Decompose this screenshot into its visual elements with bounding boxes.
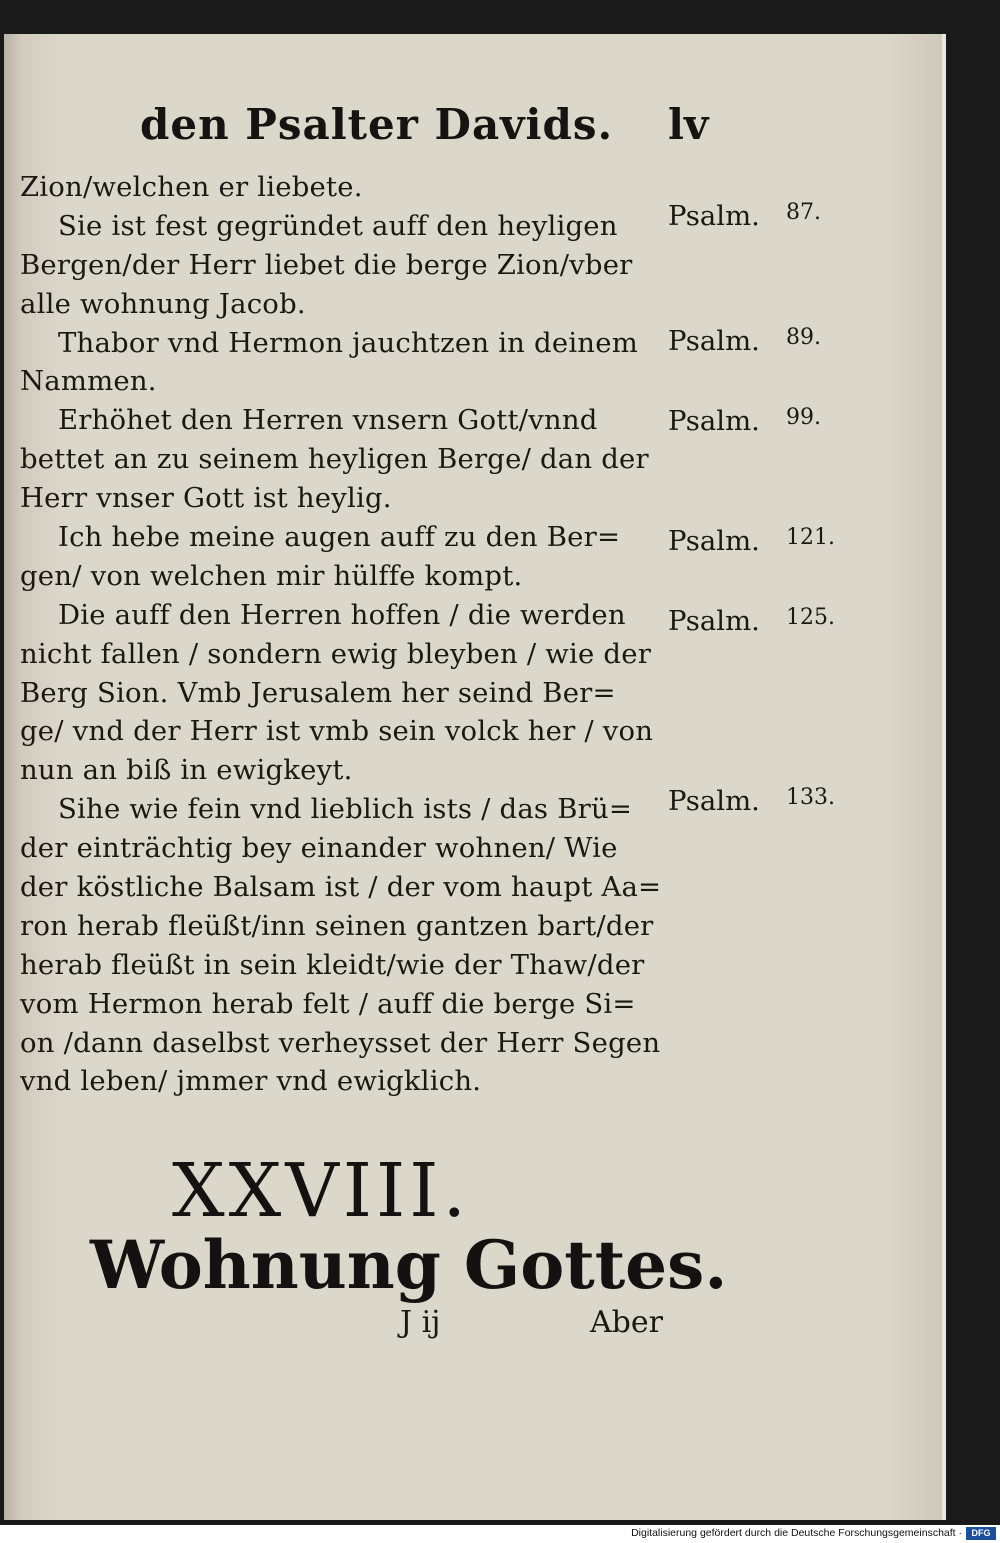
chapter-numeral: XXVIII. (172, 1148, 471, 1234)
text-line: der einträchtig bey einander wohnen/ Wie (20, 832, 618, 865)
text-line: nun an biß in ewigkeyt. (20, 754, 353, 787)
text-line: Thabor vnd Hermon jauchtzen in deinem (58, 326, 638, 359)
text-line: Berg Sion. Vmb Jerusalem her seind Ber= (20, 676, 616, 709)
signature-mark: J ij (400, 1305, 441, 1340)
text-line: Nammen. (20, 365, 157, 398)
running-head: den Psalter Davids. (140, 100, 614, 149)
catchword: Aber (590, 1305, 663, 1340)
text-line: Zion/welchen er liebete. (20, 171, 363, 203)
margin-reference-label: Psalm. (668, 785, 760, 817)
margin-reference (668, 525, 835, 557)
text-line: Bergen/der Herr liebet die berge Zion/vber (20, 248, 633, 281)
text-line: Sihe wie fein vnd lieblich ists / das Brü= (58, 793, 633, 826)
text-line: Erhöhet den Herren vnsern Gott/vnnd (58, 404, 598, 437)
margin-reference (668, 200, 821, 232)
margin-reference-number: 99. (786, 405, 821, 430)
text-line: alle wohnung Jacob. (20, 287, 306, 320)
text-line: vnd leben/ jmmer vnd ewigklich. (20, 1065, 482, 1098)
text-line: der köstliche Balsam ist / der vom haupt Aa= (20, 871, 662, 904)
margin-reference-number: 89. (786, 325, 821, 350)
margin-reference-label: Psalm. (668, 325, 760, 357)
margin-reference-number: 87. (786, 200, 821, 225)
margin-reference-label: Psalm. (668, 200, 760, 232)
page-header (140, 100, 780, 150)
text-line: ge/ vnd der Herr ist vmb sein volck her / von (20, 715, 654, 748)
body-text (20, 168, 660, 1101)
text-line: Herr vnser Gott ist heylig. (20, 482, 392, 515)
margin-reference-label: Psalm. (668, 525, 760, 557)
text-line: Die auff den Herren hoffen / die werden (58, 598, 626, 631)
margin-reference (668, 605, 835, 637)
margin-reference-number: 125. (786, 605, 835, 630)
margin-reference-number: 133. (786, 785, 835, 810)
text-line: vom Hermon herab felt / auff die berge Si= (20, 987, 636, 1020)
folio-number: lv (668, 100, 709, 149)
text-line: gen/ von welchen mir hülffe kompt. (20, 559, 523, 592)
margin-reference (668, 785, 835, 817)
margin-reference (668, 325, 821, 357)
text-line: ron herab fleüßt/inn seinen gantzen bart/der (20, 909, 654, 942)
text-line: herab fleüßt in sein kleidt/wie der Thaw/der (20, 948, 645, 981)
chapter-title: Wohnung Gottes. (90, 1226, 728, 1304)
text-line: on /dann daselbst verheysset der Herr Segen (20, 1026, 661, 1059)
text-line: bettet an zu seinem heyligen Berge/ dan der (20, 443, 649, 476)
text-line: nicht fallen / sondern ewig bleyben / wie der (20, 637, 652, 670)
text-line: Ich hebe meine augen auff zu den Ber= (58, 521, 621, 554)
page-edge (942, 34, 946, 1520)
margin-reference-label: Psalm. (668, 405, 760, 437)
dfg-logo: DFG (966, 1527, 996, 1540)
text-line: Sie ist fest gegründet auff den heyligen (58, 209, 618, 242)
margin-reference-label: Psalm. (668, 605, 760, 637)
margin-reference (668, 405, 821, 437)
digitization-credit: Digitalisierung gefördert durch die Deutsche Forschungsgemeinschaft · (631, 1527, 962, 1539)
margin-reference-number: 121. (786, 525, 835, 550)
